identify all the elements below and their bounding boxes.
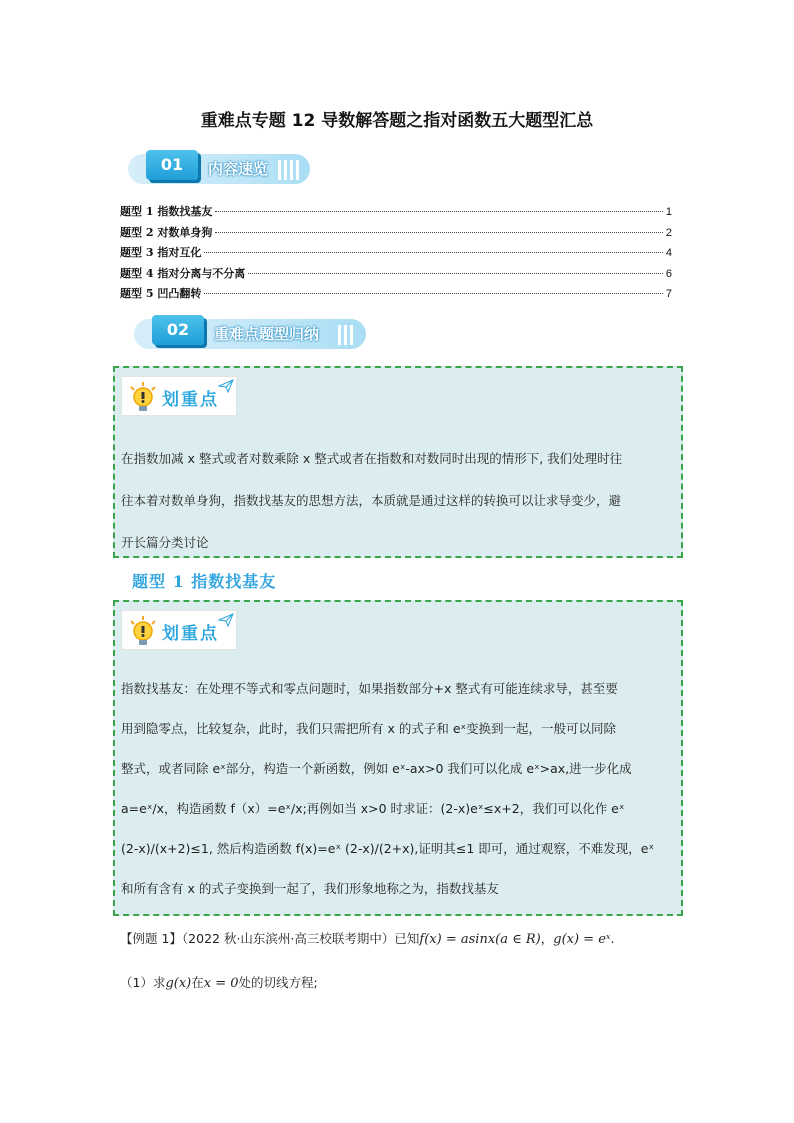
banner-stripes bbox=[278, 160, 302, 180]
period: . bbox=[610, 931, 615, 946]
toc-item-label: 题型 3 指对互化 bbox=[120, 246, 202, 259]
text-line: 开长篇分类讨论 bbox=[121, 535, 209, 550]
text-line: 往本着对数单身狗，指数找基友的思想方法，本质就是通过这样的转换可以让求导变少，避 bbox=[121, 493, 622, 508]
lightbulb-icon bbox=[128, 615, 158, 647]
toc-item-label: 题型 5 凹凸翻转 bbox=[120, 287, 202, 300]
key-point-badge bbox=[121, 376, 237, 416]
math-point: x = 0 bbox=[203, 976, 239, 991]
toc-item-label: 题型 1 指数找基友 bbox=[120, 205, 213, 218]
toc-item-page: 1 bbox=[665, 206, 672, 218]
question-prefix: （1）求 bbox=[120, 975, 166, 990]
math-g-expression: g(x) = eˣ bbox=[553, 932, 611, 947]
badge-text: 划重点 bbox=[162, 390, 219, 410]
key-point-box bbox=[113, 600, 683, 916]
toc-leader bbox=[204, 252, 663, 253]
section-number: 02 bbox=[152, 315, 204, 345]
separator: ， bbox=[540, 931, 554, 946]
example-intro: 【例题 1】（2022 秋·山东滨州·高三校联考期中）已知 bbox=[120, 931, 420, 946]
math-g: g(x) bbox=[165, 976, 192, 991]
toc-item[interactable] bbox=[120, 285, 672, 306]
toc-item[interactable] bbox=[120, 203, 672, 224]
section-heading: 题型 1 指数找基友 bbox=[132, 572, 277, 591]
key-point-text bbox=[121, 438, 675, 564]
toc-item-label: 题型 4 指对分离与不分离 bbox=[120, 266, 246, 280]
toc-leader bbox=[215, 211, 663, 212]
section-banner-02 bbox=[134, 315, 366, 351]
toc-item[interactable] bbox=[120, 224, 672, 245]
toc-item-page: 7 bbox=[665, 288, 672, 300]
key-point-badge bbox=[121, 610, 237, 650]
toc-leader bbox=[204, 293, 663, 294]
text-line: a=eˣ/x，构造函数 f（x）=eˣ/x;再例如当 x>0 时求证：(2-x)eˣ≤x+2，我们可以化作 eˣ bbox=[121, 801, 625, 816]
lightbulb-icon bbox=[128, 381, 158, 413]
toc-item-label: 题型 2 对数单身狗 bbox=[120, 225, 213, 239]
text-line: 在指数加减 x 整式或者对数乘除 x 整式或者在指数和对数同时出现的情形下, 我们处理时往 bbox=[121, 451, 623, 466]
section-number: 01 bbox=[146, 150, 198, 180]
toc-item[interactable] bbox=[120, 244, 672, 265]
text-line: 和所有含有 x 的式子变换到一起了，我们形象地称之为，指数找基友 bbox=[121, 881, 499, 896]
example-1 bbox=[120, 929, 615, 947]
math-f-expression: f(x) = asinx(a ∈ R) bbox=[419, 932, 541, 947]
text-line: 用到隐零点，比较复杂，此时，我们只需把所有 x 的式子和 eˣ变换到一起，一般可以同除 bbox=[121, 721, 617, 736]
paper-plane-icon bbox=[218, 379, 234, 393]
text-line: 整式，或者同除 eˣ部分，构造一个新函数，例如 eˣ-ax>0 我们可以化成 eˣ>ax,进一步化成 bbox=[121, 761, 632, 776]
section-banner-01 bbox=[128, 150, 310, 186]
key-point-text bbox=[121, 669, 675, 909]
document-title: 重难点专题 12 导数解答题之指对函数五大题型汇总 bbox=[200, 111, 594, 131]
paper-plane-icon bbox=[218, 613, 234, 627]
banner-stripes bbox=[338, 325, 356, 345]
toc-leader bbox=[215, 232, 663, 233]
toc-item[interactable] bbox=[120, 265, 672, 286]
question-suffix: 处的切线方程; bbox=[238, 975, 318, 990]
question-mid: 在 bbox=[191, 975, 204, 990]
badge-text: 划重点 bbox=[162, 624, 219, 644]
question-1 bbox=[120, 973, 318, 991]
toc-item-page: 2 bbox=[665, 226, 672, 239]
section-label: 内容速览 bbox=[208, 160, 269, 178]
text-line: 指数找基友：在处理不等式和零点问题时，如果指数部分+x 整式有可能连续求导，甚至要 bbox=[121, 681, 618, 696]
table-of-contents bbox=[120, 203, 672, 306]
section-label: 重难点题型归纳 bbox=[214, 325, 320, 343]
toc-item-page: 4 bbox=[665, 247, 672, 259]
toc-item-page: 6 bbox=[665, 267, 672, 280]
text-line: (2-x)/(x+2)≤1, 然后构造函数 f(x)=eˣ (2-x)/(2+x),证明其≤1 即可，通过观察，不难发现，eˣ bbox=[121, 841, 655, 856]
toc-leader bbox=[248, 273, 663, 274]
key-point-box bbox=[113, 366, 683, 558]
